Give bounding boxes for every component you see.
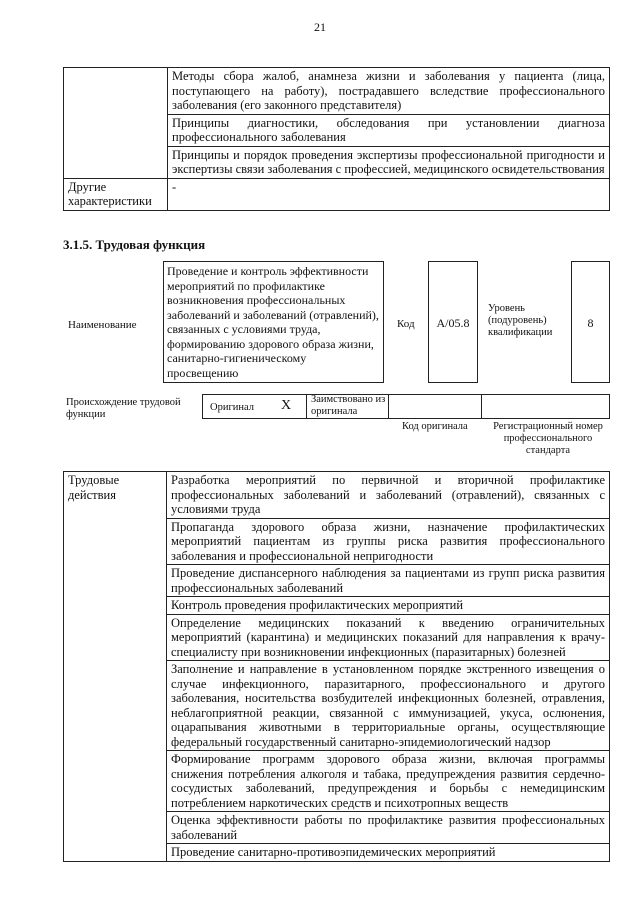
action-item: Пропаганда здорового образа жизни, назначение профилактических мероприятий пациентам из группы риска развития профессионального заболевания и профессиональной непригодности	[167, 518, 610, 565]
row-text: Принципы диагностики, обследования при установлении диагноза профессионального заболевания	[168, 114, 610, 146]
action-item: Проведение диспансерного наблюдения за пациентами из групп риска развития профессиональных заболеваний	[167, 565, 610, 597]
level-label: Уровень (подуровень) квалификации	[488, 303, 553, 338]
actions-table	[63, 471, 610, 862]
original-label: Оригинал	[210, 402, 254, 413]
row-label	[64, 68, 168, 179]
function-name: Проведение и контроль эффективности мероприятий по профилактике возникновения профессиональных заболеваний и заболеваний (отравлений), связанных с условиями труда, формированию здорового образа жизни, санитарно-гигиеническому просвещению	[163, 261, 384, 383]
row-text: Методы сбора жалоб, анамнеза жизни и заболевания у пациента (лица, поступающего на работу), пострадавшего вследствие профессионального заболевания (его законного представителя)	[168, 68, 610, 115]
original-mark: X	[281, 398, 292, 413]
divider	[481, 394, 482, 419]
borrowed-label: Заимствовано из оригинала	[311, 394, 386, 417]
origin-label: Происхождение трудовой функции	[66, 397, 181, 420]
origin-row	[202, 394, 610, 419]
section-heading: 3.1.5. Трудовая функция	[63, 237, 206, 252]
action-item: Разработка мероприятий по первичной и вторичной профилактике профессиональных заболеваний и заболеваний (отравлений), связанных с условиями труда	[167, 472, 610, 519]
table-row	[64, 68, 610, 115]
code-label: Код	[397, 318, 415, 330]
qualification-level: 8	[571, 261, 610, 383]
table-row	[64, 178, 610, 210]
row-text: Принципы и порядок проведения экспертизы профессиональной пригодности и экспертизы связи заболевания с профессией, медицинского освидетельствования	[168, 146, 610, 178]
page-number: 21	[314, 20, 326, 34]
code-original-caption: Код оригинала	[402, 421, 468, 432]
table-row	[64, 472, 610, 519]
function-code: A/05.8	[428, 261, 478, 383]
divider	[306, 394, 307, 419]
name-label: Наименование	[68, 319, 137, 331]
action-item: Проведение санитарно-противоэпидемических мероприятий	[167, 844, 610, 862]
action-item: Контроль проведения профилактических мероприятий	[167, 597, 610, 615]
other-characteristics-label: Другие характеристики	[64, 178, 168, 210]
divider	[388, 394, 389, 419]
action-item: Определение медицинских показаний к введению ограничительных мероприятий (карантина) и медицинских показаний для направления к врачу-специалисту при возникновении инфекционных (паразитарных) болезней	[167, 614, 610, 661]
reg-number-caption: Регистрационный номер профессионального стандарта	[493, 421, 603, 456]
other-characteristics-value: -	[168, 178, 610, 210]
knowledge-table	[63, 67, 610, 211]
action-item: Заполнение и направление в установленном порядке экстренного извещения о случае инфекционного, паразитарного, профессионального и другого заболевания, носительства возбудителей инфекционных болезней, отравления, неблагоприятной реакции, связанной с иммунизацией, укуса, ослюнения, оцарапывания животными в территориальные органы, осуществляющие федеральный государственный санитарно-эпидемиологический надзор	[167, 661, 610, 751]
action-item: Оценка эффективности работы по профилактике развития профессиональных заболеваний	[167, 812, 610, 844]
action-item: Формирование программ здорового образа жизни, включая программы снижения потребления алкоголя и табака, предупреждения развития сердечно-сосудистых заболеваний, предупреждения и борьбы с немедицинским потреблением наркотических средств и психотропных веществ	[167, 751, 610, 812]
actions-label: Трудовые действия	[64, 472, 167, 862]
